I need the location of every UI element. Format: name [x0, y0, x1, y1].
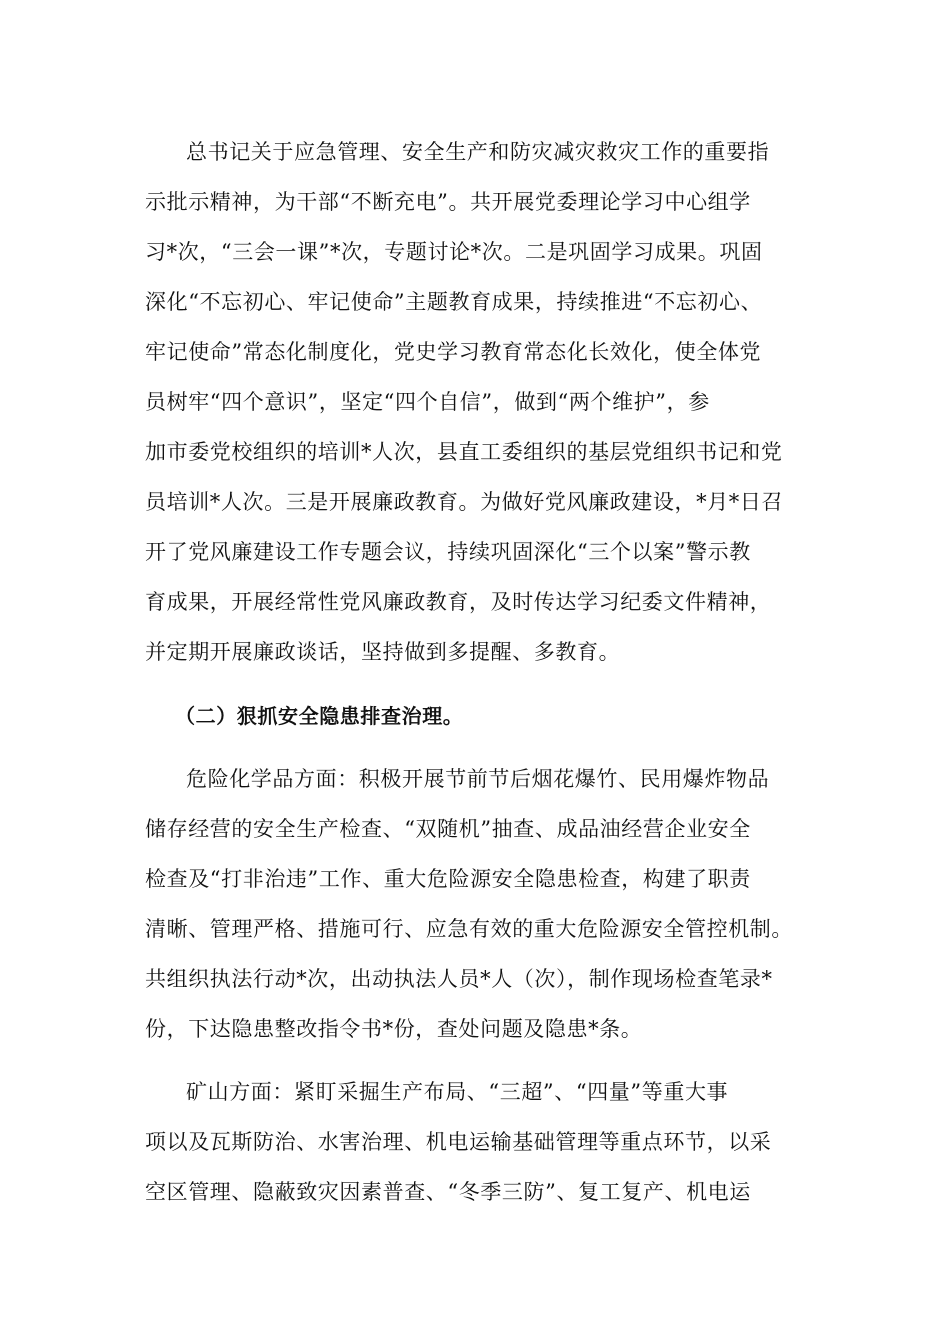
- paragraph-1-line-10: 育成果，开展经常性党风廉政教育，及时传达学习纪委文件精神，: [145, 590, 772, 614]
- paragraph-2-line-2: 储存经营的安全生产检查、“双随机”抽查、成品油经营企业安全: [145, 817, 751, 841]
- paragraph-1-line-6: 员树牢“四个意识”，坚定“四个自信”，做到“两个维护”，参: [145, 390, 710, 414]
- paragraph-1-line-9: 开了党风廉建设工作专题会议，持续巩固深化“三个以案”警示教: [145, 540, 751, 564]
- paragraph-1-line-7: 加市委党校组织的培训*人次，县直工委组织的基层党组织书记和党: [145, 440, 783, 464]
- paragraph-2-line-1: 危险化学品方面：积极开展节前节后烟花爆竹、民用爆炸物品: [186, 767, 770, 791]
- section-heading: （二）狠抓安全隐患排查治理。: [175, 704, 464, 728]
- paragraph-1-line-5: 牢记使命”常态化制度化，党史学习教育常态化长效化，使全体党: [145, 340, 762, 364]
- paragraph-1-line-3: 习*次，“三会一课”*次，专题讨论*次。二是巩固学习成果。巩固: [145, 240, 763, 264]
- paragraph-1-line-11: 并定期开展廉政谈话，坚持做到多提醒、多教育。: [145, 640, 621, 664]
- paragraph-3-line-3: 空区管理、隐蔽致灾因素普查、“冬季三防”、复工复产、机电运: [145, 1180, 751, 1204]
- paragraph-2-line-3: 检查及“打非治违”工作、重大危险源安全隐患检查，构建了职责: [145, 867, 751, 891]
- paragraph-3-line-2: 项以及瓦斯防治、水害治理、机电运输基础管理等重点环节，以采: [145, 1130, 772, 1154]
- paragraph-1-line-8: 员培训*人次。三是开展廉政教育。为做好党风廉政建设，*月*日召: [145, 490, 784, 514]
- paragraph-2-line-4: 清晰、管理严格、措施可行、应急有效的重大危险源安全管控机制。: [145, 917, 793, 941]
- paragraph-2-line-6: 份，下达隐患整改指令书*份，查处问题及隐患*条。: [145, 1017, 643, 1041]
- paragraph-3-line-1: 矿山方面：紧盯采掘生产布局、“三超”、“四量”等重大事: [186, 1080, 729, 1104]
- paragraph-2-line-5: 共组织执法行动*次，出动执法人员*人（次），制作现场检查笔录*: [145, 967, 773, 991]
- paragraph-1-line-4: 深化“不忘初心、牢记使命”主题教育成果，持续推进“不忘初心、: [145, 290, 763, 314]
- paragraph-1-line-1: 总书记关于应急管理、安全生产和防灾减灾救灾工作的重要指: [186, 140, 770, 164]
- paragraph-1-line-2: 示批示精神，为干部“不断充电”。共开展党委理论学习中心组学: [145, 190, 751, 214]
